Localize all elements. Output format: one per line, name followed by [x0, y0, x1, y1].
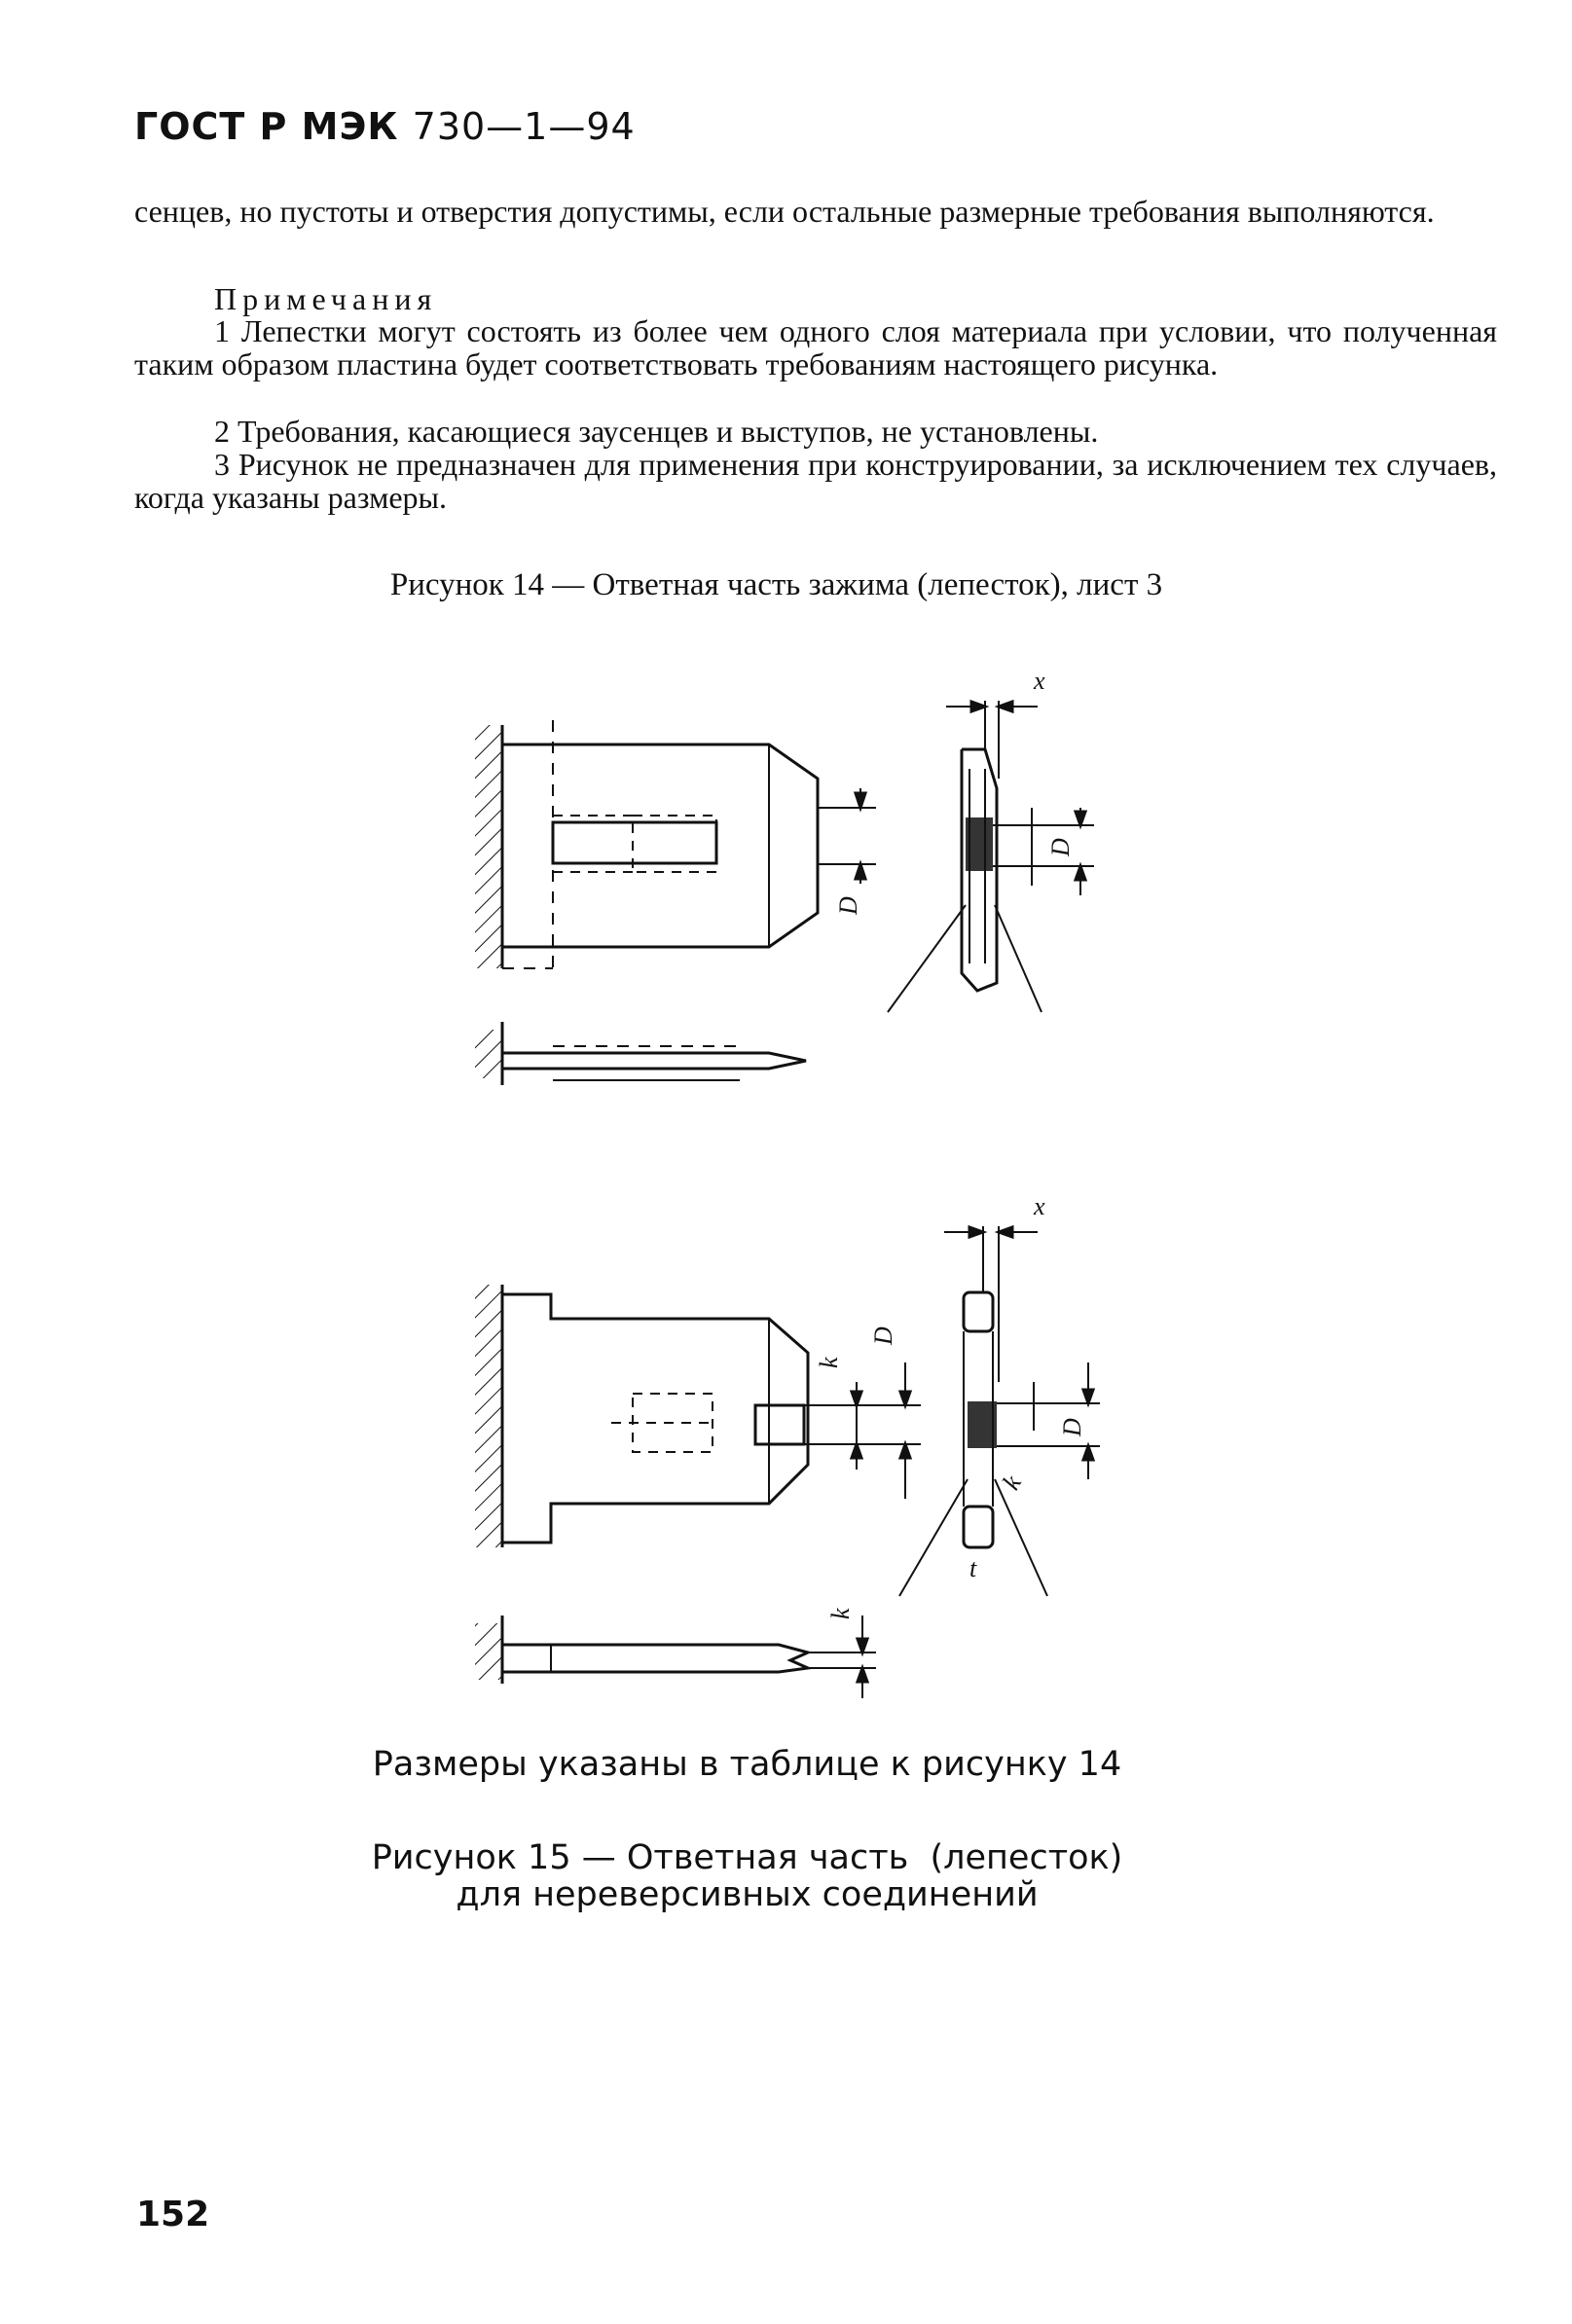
fig15-label-k-side: k: [826, 1608, 855, 1619]
figure-14-caption: Рисунок 14 — Ответная часть зажима (лепесток), лист 3: [389, 567, 1163, 602]
figure-15-caption: [0, 1839, 1533, 1913]
fig15-edge-view: [899, 1226, 1100, 1596]
note-3: 3 Рисунок не предназначен для применения при конструировании, за исключением тех случаев, когда указаны размеры.: [134, 447, 1497, 515]
note-1: 1 Лепестки могут состоять из более чем одного слоя материала при условии, что полученная таким образом пластина будет соответствовать требованиям настоящего рисунка.: [134, 313, 1497, 381]
fig14-front-view: [475, 720, 876, 968]
fig15-front-view: [475, 1285, 921, 1547]
figure-15-caption-line1: Рисунок 15 — Ответная часть (лепесток): [371, 1838, 1123, 1877]
fig15-label-k-front: k: [815, 1357, 843, 1368]
note-2: 2 Требования, касающиеся заусенцев и выступов, не установлены.: [214, 414, 1099, 449]
fig15-side-view: [475, 1616, 876, 1698]
sizes-note: Размеры указаны в таблице к рисунку 14: [372, 1745, 1122, 1784]
fig15-label-x: x: [1034, 1192, 1045, 1220]
fig14-label-D-front: D: [834, 896, 862, 915]
fig15-label-t: t: [969, 1554, 977, 1582]
fig15-label-D-front: D: [869, 1326, 897, 1345]
figure-15-caption-line2: для нереверсивных соединений: [456, 1875, 1039, 1914]
fig15-label-D-edge: D: [1058, 1418, 1086, 1436]
header-number: 730—1—94: [412, 105, 636, 148]
fig14-label-D-edge: D: [1046, 838, 1075, 856]
notes-title: Примечания: [214, 281, 438, 316]
fig14-side-view: [475, 1022, 806, 1085]
continued-paragraph: сенцев, но пустоты и отверстия допустимы, если остальные размерные требования выполняются.: [134, 194, 1435, 229]
fig14-label-x: x: [1034, 667, 1045, 695]
page-number: 152: [136, 2195, 210, 2234]
fig15-label-k-edge: k: [997, 1471, 1027, 1495]
header-prefix: ГОСТ Р МЭК: [134, 105, 413, 148]
